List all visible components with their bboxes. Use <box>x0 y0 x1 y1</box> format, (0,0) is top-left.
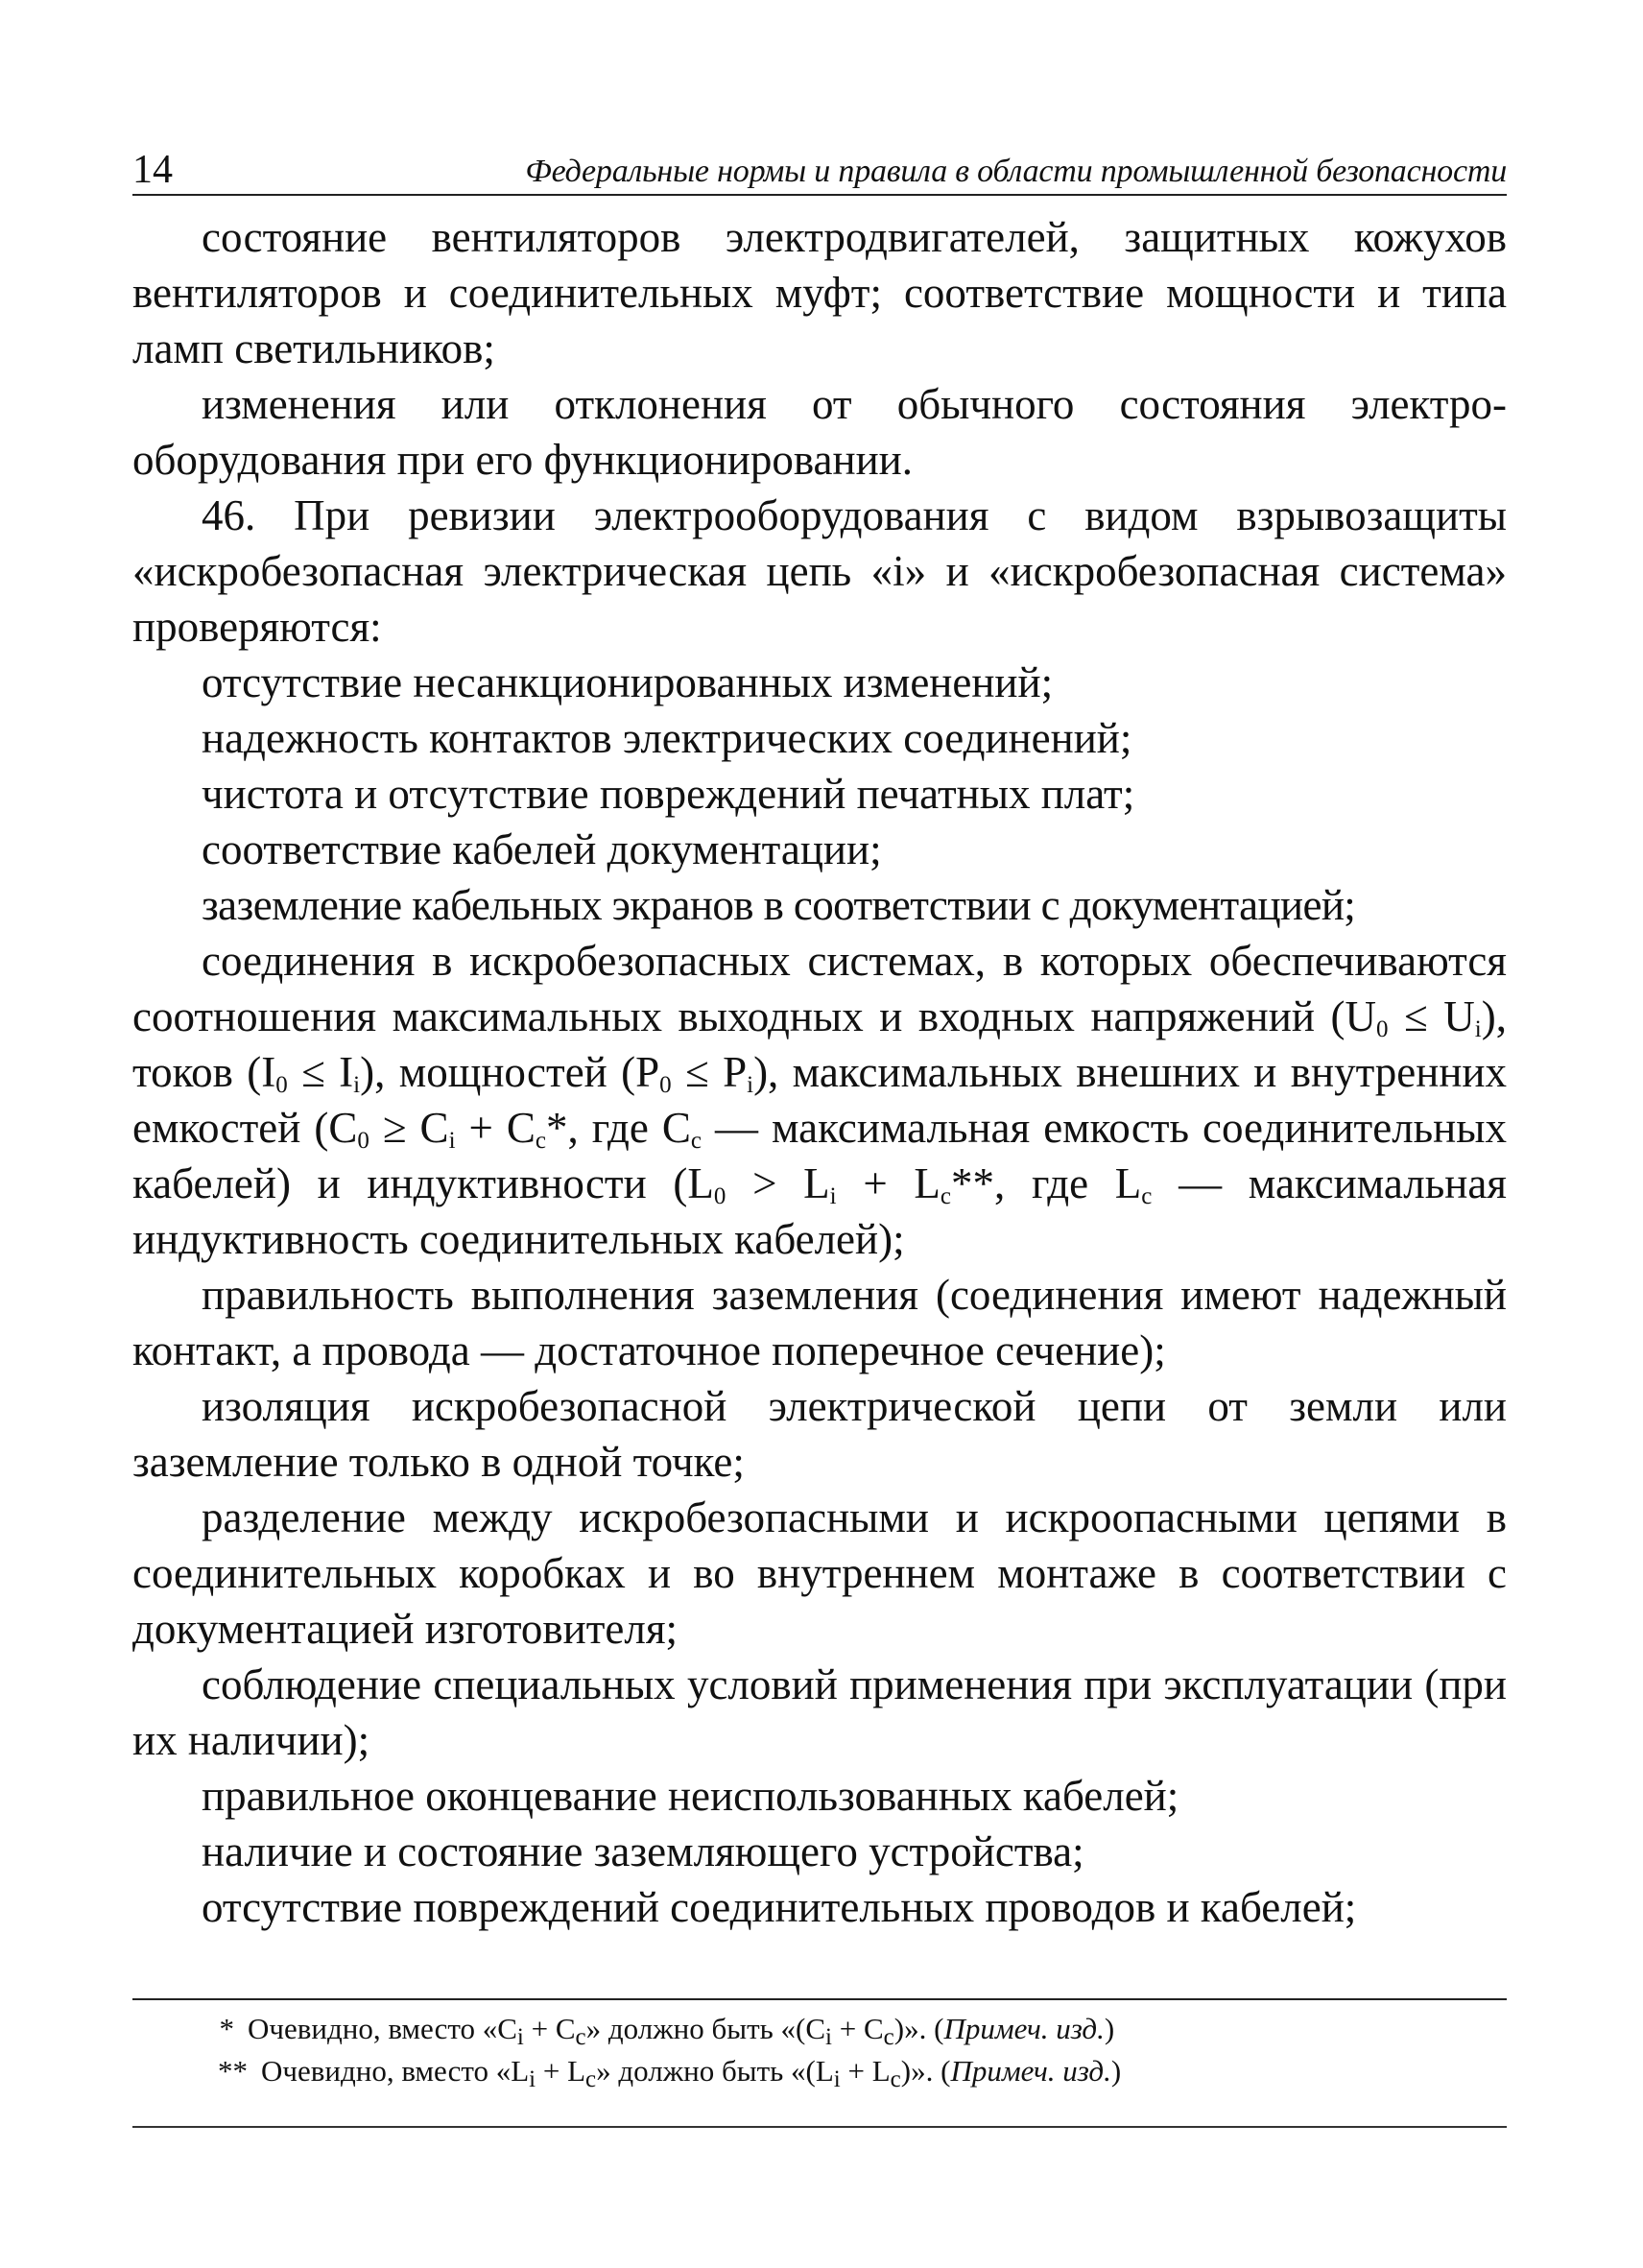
footnote-text <box>261 2054 1122 2092</box>
body-text <box>132 209 1507 1935</box>
text-run: » должно быть «(C <box>585 2012 826 2045</box>
page-header <box>132 144 1507 196</box>
subscript: i <box>833 2066 841 2092</box>
paragraph: изменения или отклонения от обычного состояния электрооборудования при его функционировании. <box>132 380 1507 484</box>
subscript: c <box>690 1128 702 1154</box>
text-run: + C <box>523 2012 576 2045</box>
footnotes <box>132 1998 1507 2092</box>
text-run: » должно быть «(L <box>596 2054 834 2088</box>
running-title: Федеральные нормы и правила в области промышленной безопасности <box>525 154 1507 189</box>
subscript: 0 <box>659 1072 672 1098</box>
text-run: ≤ P <box>671 1048 748 1096</box>
bottom-rule <box>132 2126 1507 2128</box>
text-run: ), мощностей (P <box>360 1048 660 1096</box>
list-item: соблюдение специальных условий применения при эксплуатации (при их наличии); <box>132 1660 1507 1764</box>
document-page <box>132 144 1507 1935</box>
text-run: + L <box>536 2054 586 2088</box>
subscript: i <box>516 2024 524 2050</box>
subscript: i <box>747 1072 754 1098</box>
footnote-mark: ** <box>218 2054 248 2088</box>
footnote <box>132 2050 1507 2092</box>
text-run: ), максимальных внешних и внутренних емкостей (C <box>132 1048 1507 1152</box>
list-item: изоляция искробезопасной электрической цепи от земли или заземление только в одной точке; <box>132 1382 1507 1486</box>
text-run: — максимальная индуктивность соединительных кабелей); <box>132 1159 1508 1263</box>
list-item: правильность выполнения заземления (соединения имеют надежный контакт, а провода — достаточное поперечное сечение); <box>132 1271 1507 1374</box>
subscript: 0 <box>357 1128 369 1154</box>
footnote-mark: * <box>219 2012 234 2045</box>
text-run: **, где L <box>951 1159 1142 1207</box>
subscript: c <box>1141 1183 1153 1209</box>
text-run: )». ( <box>893 2012 944 2045</box>
subscript: 0 <box>1375 1016 1389 1042</box>
text-run: ≥ C <box>369 1104 449 1152</box>
list-item: заземление кабельных экранов в соответствии с документацией; <box>202 881 1356 929</box>
text-run: *, где C <box>546 1104 691 1152</box>
text-run: + L <box>836 1159 941 1207</box>
text-run: ≤ I <box>287 1048 354 1096</box>
paragraph: 46. При ревизии электрооборудования с видом взрывозащиты «искробезопасная электрическая цепь «i» и «искробезопасная система» проверяются: <box>132 491 1507 651</box>
footnote-text <box>248 2012 1115 2050</box>
text-run: соединения в искробезопасных системах, в которых обеспечиваются соотношения максимальных выходных и входных напряжений (U <box>132 937 1507 1040</box>
footnote <box>132 2008 1507 2050</box>
text-run: ) <box>1104 2012 1115 2045</box>
text-run: Очевидно, вместо «L <box>261 2054 530 2088</box>
subscript: c <box>883 2024 894 2050</box>
subscript: 0 <box>713 1183 726 1209</box>
subscript: c <box>575 2024 586 2050</box>
editor-note: Примеч. изд. <box>950 2054 1111 2088</box>
list-item: правильное оконцевание неиспользованных кабелей; <box>202 1772 1179 1820</box>
list-item: отсутствие повреждений соединительных проводов и кабелей; <box>202 1883 1357 1931</box>
subscript: i <box>529 2066 536 2092</box>
subscript: i <box>448 1128 456 1154</box>
text-run: ) <box>1110 2054 1122 2088</box>
subscript: i <box>353 1072 361 1098</box>
text-run: > L <box>726 1159 830 1207</box>
text-run: — максимальная емкость соединительных кабелей) и индуктивности (L <box>132 1104 1507 1207</box>
subscript: c <box>940 1183 952 1209</box>
subscript: i <box>825 2024 832 2050</box>
text-run: ≤ U <box>1388 992 1475 1040</box>
subscript: c <box>535 1128 547 1154</box>
subscript: i <box>1474 1016 1482 1042</box>
text-run: + C <box>832 2012 884 2045</box>
subscript: c <box>890 2066 901 2092</box>
subscript: c <box>585 2066 597 2092</box>
text-run: + C <box>455 1104 536 1152</box>
list-item: соответствие кабелей документации; <box>202 825 882 873</box>
editor-note: Примеч. изд. <box>943 2012 1105 2045</box>
page-number: 14 <box>132 148 173 192</box>
text-run: )». ( <box>900 2054 951 2088</box>
list-item-formula <box>132 933 1507 1267</box>
list-item: надежность контактов электрических соединений; <box>202 714 1132 762</box>
paragraph: состояние вентиляторов электродвигателей, защитных кожухов вентиляторов и соединительных муфт; соответствие мощности и типа ламп светильников; <box>132 213 1507 372</box>
footnote-divider <box>132 1998 1507 2000</box>
text-run: Очевидно, вместо «C <box>248 2012 517 2045</box>
list-item: отсутствие несанкционированных изменений; <box>202 658 1054 706</box>
text-run: + L <box>840 2054 891 2088</box>
list-item: наличие и состояние заземляющего устройства; <box>202 1827 1084 1875</box>
subscript: 0 <box>275 1072 288 1098</box>
list-item: разделение между искробезопасными и искроопасными цепями в соединительных коробках и во внутреннем монтаже в соответствии с документацией изготовителя; <box>132 1493 1507 1653</box>
text-run: ), токов (I <box>132 992 1507 1096</box>
subscript: i <box>829 1183 837 1209</box>
list-item: чистота и отсутствие повреждений печатных плат; <box>202 770 1135 818</box>
